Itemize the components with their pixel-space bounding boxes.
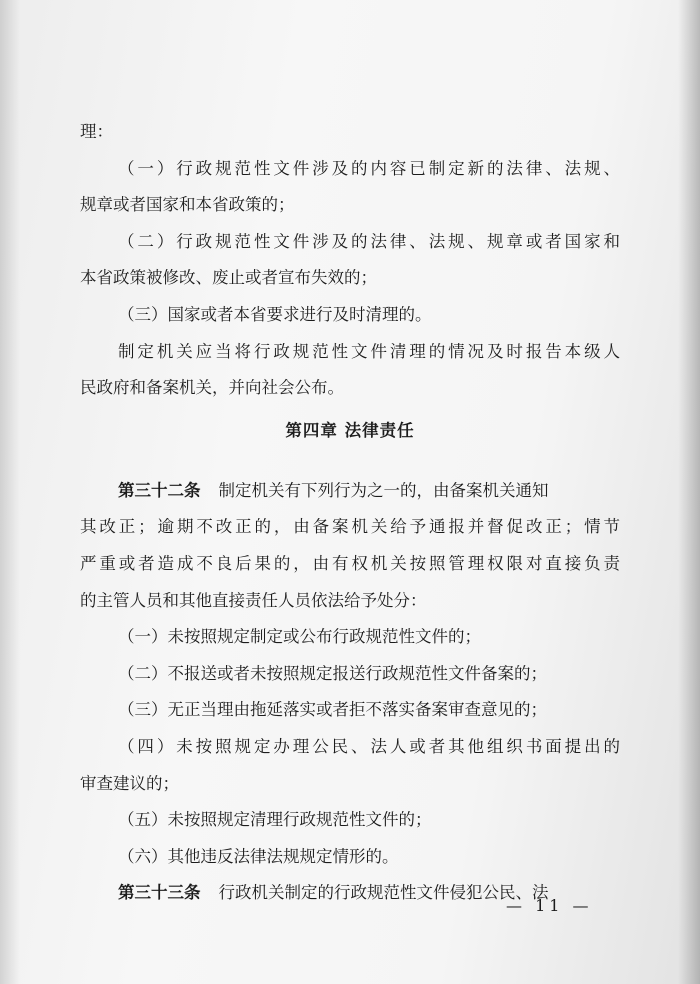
text-line: 的主管人员和其他直接责任人员依法给予处分： (80, 590, 427, 610)
text-line: （三）国家或者本省要求进行及时清理的。 (118, 304, 432, 324)
text-line: （一）行政规范性文件涉及的内容已制定新的法律、法规、 (118, 158, 620, 178)
text-line: 其改正；逾期不改正的，由备案机关给予通报并督促改正；情节 (80, 517, 620, 537)
list-item: （一）未按照规定制定或公布行政规范性文件的； (118, 627, 481, 647)
list-item: （四）未按照规定办理公民、法人或者其他组织书面提出的 (118, 736, 620, 756)
article-32-heading: 第三十二条 (118, 480, 201, 500)
article-33-text: 行政机关制定的行政规范性文件侵犯公民、法 (218, 883, 549, 903)
text-line: 民政府和备案机关，并向社会公布。 (80, 378, 344, 398)
list-item: （二）不报送或者未按照规定报送行政规范性文件备案的； (118, 663, 547, 683)
text-line: （二）行政规范性文件涉及的法律、法规、规章或者国家和 (118, 231, 620, 251)
article-32-first-line (80, 473, 620, 510)
text-line: 规章或者国家和本省政策的； (80, 195, 295, 215)
page-number: — 11 — (506, 896, 593, 915)
text-line: 严重或者造成不良后果的，由有权机关按照管理权限对直接负责 (80, 553, 620, 573)
document-body (80, 114, 620, 912)
text-line: 本省政策被修改、废止或者宣布失效的； (80, 268, 377, 288)
page-shadow-right (678, 0, 700, 984)
list-item: （三）无正当理由拖延落实或者拒不落实备案审查意见的； (118, 700, 547, 720)
article-32-text: 制定机关有下列行为之一的，由备案机关通知 (218, 480, 549, 500)
chapter-title: 第四章 法律责任 (285, 420, 415, 440)
text-line: 制定机关应当将行政规范性文件清理的情况及时报告本级人 (118, 341, 620, 361)
list-item: （五）未按照规定清理行政规范性文件的； (118, 810, 432, 830)
list-item: （六）其他违反法律法规规定情形的。 (118, 846, 399, 866)
spacer (80, 455, 620, 473)
article-33-heading: 第三十三条 (118, 883, 201, 903)
list-item-continued: 审查建议的； (80, 773, 179, 793)
page-shadow-left (0, 0, 20, 984)
text-line: 理： (80, 122, 113, 141)
